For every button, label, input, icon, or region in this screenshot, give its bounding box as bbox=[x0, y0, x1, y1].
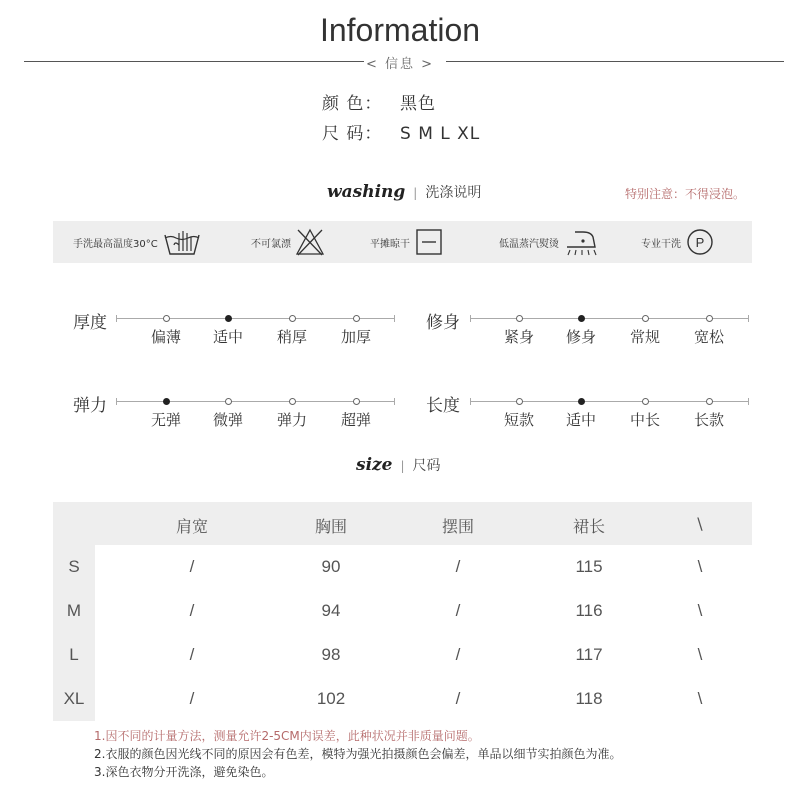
attribute-label: 厚度 bbox=[73, 313, 107, 333]
size-table-cell: / bbox=[455, 689, 461, 708]
scale-dot-selected bbox=[578, 398, 585, 405]
size-title: 尺码 bbox=[412, 458, 441, 474]
scale-dot bbox=[163, 315, 170, 322]
info-label: 颜 色： bbox=[322, 94, 383, 114]
washing-script-title: washing bbox=[327, 182, 406, 202]
scale-end-tick bbox=[748, 398, 749, 405]
wash-label: 低温蒸汽熨烫 bbox=[499, 238, 559, 250]
size-table-cell: / bbox=[189, 645, 195, 664]
size-column-header: 裙长 bbox=[572, 517, 605, 536]
size-table-cell: / bbox=[455, 557, 461, 576]
scale-end-tick bbox=[394, 398, 395, 405]
attribute-label: 长度 bbox=[426, 396, 460, 416]
size-table-cell: 117 bbox=[575, 645, 603, 664]
size-table-cell: 98 bbox=[321, 645, 341, 664]
scale-option-label: 中长 bbox=[629, 411, 660, 429]
scale-end-tick bbox=[470, 315, 471, 322]
scale-dot bbox=[706, 398, 713, 405]
wash-label: 不可氯漂 bbox=[251, 238, 291, 250]
steam-iron-icon bbox=[563, 227, 599, 257]
scale-dot bbox=[289, 398, 296, 405]
washing-instructions-bar bbox=[53, 221, 752, 263]
washing-section-header bbox=[327, 182, 481, 202]
size-column-header: 摆围 bbox=[441, 517, 474, 536]
wash-label: 专业干洗 bbox=[641, 238, 681, 250]
note-3: 3.深色衣物分开洗涤，避免染色。 bbox=[94, 765, 274, 779]
scale-end-tick bbox=[394, 315, 395, 322]
scale-dot-selected bbox=[225, 315, 232, 322]
scale-dot bbox=[706, 315, 713, 322]
size-table-cell: / bbox=[189, 689, 195, 708]
size-section-header bbox=[356, 455, 441, 475]
info-row-color bbox=[322, 89, 436, 114]
scale-option-label: 紧身 bbox=[503, 328, 534, 346]
scale-option-label: 适中 bbox=[212, 328, 243, 346]
wash-item-no-bleach bbox=[251, 221, 325, 263]
no-bleach-icon bbox=[295, 227, 325, 257]
dry-flat-icon bbox=[414, 227, 444, 257]
size-table-cell: / bbox=[455, 601, 461, 620]
size-table-cell: \ bbox=[697, 557, 703, 576]
wash-item-hand-wash bbox=[73, 221, 202, 263]
wash-label: 手洗最高温度30°C bbox=[73, 238, 158, 250]
scale-option-label: 偏薄 bbox=[150, 328, 181, 346]
size-table-cell: 116 bbox=[575, 601, 603, 620]
scale-option-label: 常规 bbox=[629, 328, 660, 346]
dry-clean-p-icon bbox=[685, 227, 715, 257]
size-table-cell: / bbox=[455, 645, 461, 664]
size-row-header: S bbox=[68, 557, 80, 576]
size-table-cell: \ bbox=[697, 689, 703, 708]
size-table-cell: 90 bbox=[321, 557, 341, 576]
scale-option-label: 稍厚 bbox=[276, 328, 307, 346]
wash-label: 平摊晾干 bbox=[370, 238, 410, 250]
scale-end-tick bbox=[116, 315, 117, 322]
info-value: 黑色 bbox=[400, 94, 436, 114]
wash-item-steam-iron bbox=[499, 221, 599, 263]
scale-dot-selected bbox=[163, 398, 170, 405]
attribute-label: 修身 bbox=[426, 313, 460, 333]
divider: | bbox=[413, 186, 418, 200]
divider: | bbox=[400, 459, 405, 473]
scale-option-label: 超弹 bbox=[340, 411, 371, 429]
size-column-header: 胸围 bbox=[314, 517, 347, 536]
size-row-header: L bbox=[69, 645, 79, 664]
scale-dot bbox=[225, 398, 232, 405]
scale-option-label: 适中 bbox=[565, 411, 596, 429]
scale-option-label: 加厚 bbox=[340, 328, 371, 346]
size-table-cell: / bbox=[189, 557, 195, 576]
size-table-cell: / bbox=[189, 601, 195, 620]
scale-dot bbox=[642, 398, 649, 405]
scale-option-label: 弹力 bbox=[276, 411, 307, 429]
scale-dot bbox=[353, 398, 360, 405]
size-column-header: \ bbox=[697, 514, 703, 533]
scale-option-label: 宽松 bbox=[693, 328, 724, 346]
scale-dot bbox=[353, 315, 360, 322]
scale-dot bbox=[642, 315, 649, 322]
wash-item-dry-clean bbox=[641, 221, 715, 263]
scale-dot bbox=[516, 398, 523, 405]
note-1: 1.因不同的计量方法，测量允许2-5CM内误差，此种状况并非质量问题。 bbox=[94, 729, 480, 743]
size-table-cell: \ bbox=[697, 645, 703, 664]
note-2: 2.衣服的颜色因光线不同的原因会有色差，模特为强光拍摄颜色会偏差，单品以细节实拍颜色为准。 bbox=[94, 747, 622, 761]
scale-end-tick bbox=[116, 398, 117, 405]
washing-title: 洗涤说明 bbox=[425, 185, 482, 201]
size-table-cell: 102 bbox=[316, 689, 346, 708]
scale-option-label: 长款 bbox=[693, 411, 724, 429]
scale-option-label: 修身 bbox=[565, 328, 596, 346]
size-column-header: 肩宽 bbox=[175, 517, 208, 536]
page-subtitle: < 信息 > bbox=[365, 57, 435, 72]
page-title: Information bbox=[319, 12, 481, 48]
info-row-size bbox=[322, 119, 480, 144]
size-table-cell: 94 bbox=[321, 601, 341, 620]
size-table-cell: \ bbox=[697, 601, 703, 620]
info-value: S M L XL bbox=[400, 124, 481, 144]
size-table-cell: 115 bbox=[575, 557, 603, 576]
hand-wash-icon bbox=[162, 227, 202, 257]
size-row-header: M bbox=[66, 601, 82, 620]
scale-option-label: 短款 bbox=[503, 411, 534, 429]
special-note: 特别注意：不得浸泡。 bbox=[625, 187, 746, 201]
scale-option-label: 无弹 bbox=[150, 411, 181, 429]
scale-dot-selected bbox=[578, 315, 585, 322]
scale-dot bbox=[289, 315, 296, 322]
size-row-header: XL bbox=[63, 689, 85, 708]
size-table-cell: 118 bbox=[575, 689, 603, 708]
scale-end-tick bbox=[748, 315, 749, 322]
attribute-label: 弹力 bbox=[73, 396, 107, 416]
info-label: 尺 码： bbox=[322, 124, 383, 144]
size-script-title: size bbox=[356, 455, 393, 475]
scale-option-label: 微弹 bbox=[212, 411, 243, 429]
wash-item-dry-flat bbox=[370, 221, 444, 263]
scale-dot bbox=[516, 315, 523, 322]
scale-end-tick bbox=[470, 398, 471, 405]
svg-text:P: P bbox=[695, 235, 705, 250]
